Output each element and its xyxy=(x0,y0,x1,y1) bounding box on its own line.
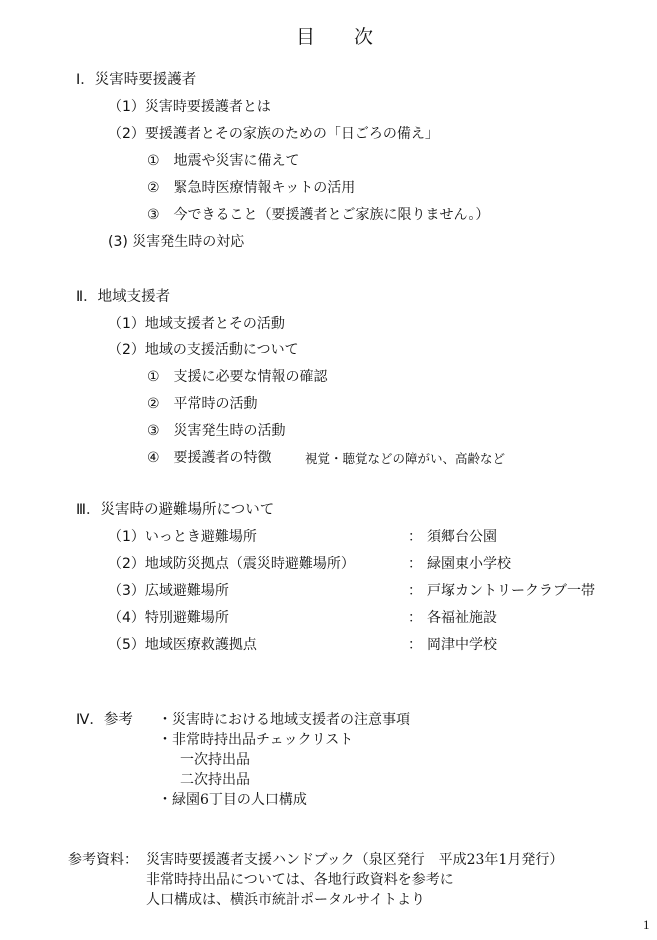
evac-sep-2: ： xyxy=(408,556,422,572)
reference-line-3: 人口構成は、横浜市統計ポータルサイトより xyxy=(146,892,426,908)
section1-subitem-1: ① 地震や災害に備えて xyxy=(147,153,300,169)
section2-note: 視覚・聴覚などの障がい、高齢など xyxy=(305,451,506,466)
evac-value-5: 岡津中学校 xyxy=(427,637,497,653)
page-title: 目 次 xyxy=(296,26,384,48)
reference-line-1: 災害時要援護者支援ハンドブック（泉区発行 平成23年1月発行） xyxy=(146,852,564,868)
reference-line-2: 非常時持出品については、各地行政資料を参考に xyxy=(146,872,454,888)
section2-subitem-4: ④ 要援護者の特徴 xyxy=(147,450,272,466)
evac-sep-4: ： xyxy=(408,610,422,626)
evac-sep-1: ： xyxy=(408,529,422,545)
evac-label-1: （1）いっとき避難場所 xyxy=(108,529,257,545)
section2-subitem-1: ① 支援に必要な情報の確認 xyxy=(147,369,328,385)
reference-subitem-2: 二次持出品 xyxy=(180,772,250,788)
reference-item-1: ・災害時における地域支援者の注意事項 xyxy=(158,712,410,728)
section2-subitem-3: ③ 災害発生時の活動 xyxy=(147,423,286,439)
page-number: 1 xyxy=(643,917,650,932)
reference-item-3: ・緑園6丁目の人口構成 xyxy=(158,792,307,808)
evac-value-4: 各福祉施設 xyxy=(427,610,497,626)
section2-subitem-2: ② 平常時の活動 xyxy=(147,396,258,412)
evac-label-4: （4）特別避難場所 xyxy=(108,610,229,626)
section1-subitem-3: ③ 今できること（要援護者とご家族に限りません。） xyxy=(147,207,490,223)
section4-heading: Ⅳ．参考 xyxy=(76,712,133,728)
evac-sep-5: ： xyxy=(408,637,422,653)
section2-item-1: （1）地域支援者とその活動 xyxy=(108,316,285,332)
evac-label-2: （2）地域防災拠点（震災時避難場所） xyxy=(108,556,355,572)
section2-heading: Ⅱ．地域支援者 xyxy=(76,289,171,305)
evac-sep-3: ： xyxy=(408,583,422,599)
reference-subitem-1: 一次持出品 xyxy=(180,752,250,768)
evac-value-2: 緑園東小学校 xyxy=(427,556,511,572)
evac-label-5: （5）地域医療救護拠点 xyxy=(108,637,257,653)
reference-item-2: ・非常時持出品チェックリスト xyxy=(158,732,354,748)
section1-item-2: （2）要援護者とその家族のための「日ごろの備え」 xyxy=(108,126,439,142)
section1-subitem-2: ② 緊急時医療情報キットの活用 xyxy=(147,180,356,196)
section3-heading: Ⅲ．災害時の避難場所について xyxy=(76,502,275,518)
evac-label-3: （3）広域避難場所 xyxy=(108,583,229,599)
evac-value-1: 須郷台公園 xyxy=(427,529,497,545)
section1-item-3: (3) 災害発生時の対応 xyxy=(108,234,245,250)
evac-value-3: 戸塚カントリークラブ一帯 xyxy=(427,583,595,599)
reference-label: 参考資料： xyxy=(68,852,138,868)
section1-heading: Ⅰ．災害時要援護者 xyxy=(76,72,197,88)
section2-item-2: （2）地域の支援活動について xyxy=(108,342,299,358)
section1-item-1: （1）災害時要援護者とは xyxy=(108,99,271,115)
